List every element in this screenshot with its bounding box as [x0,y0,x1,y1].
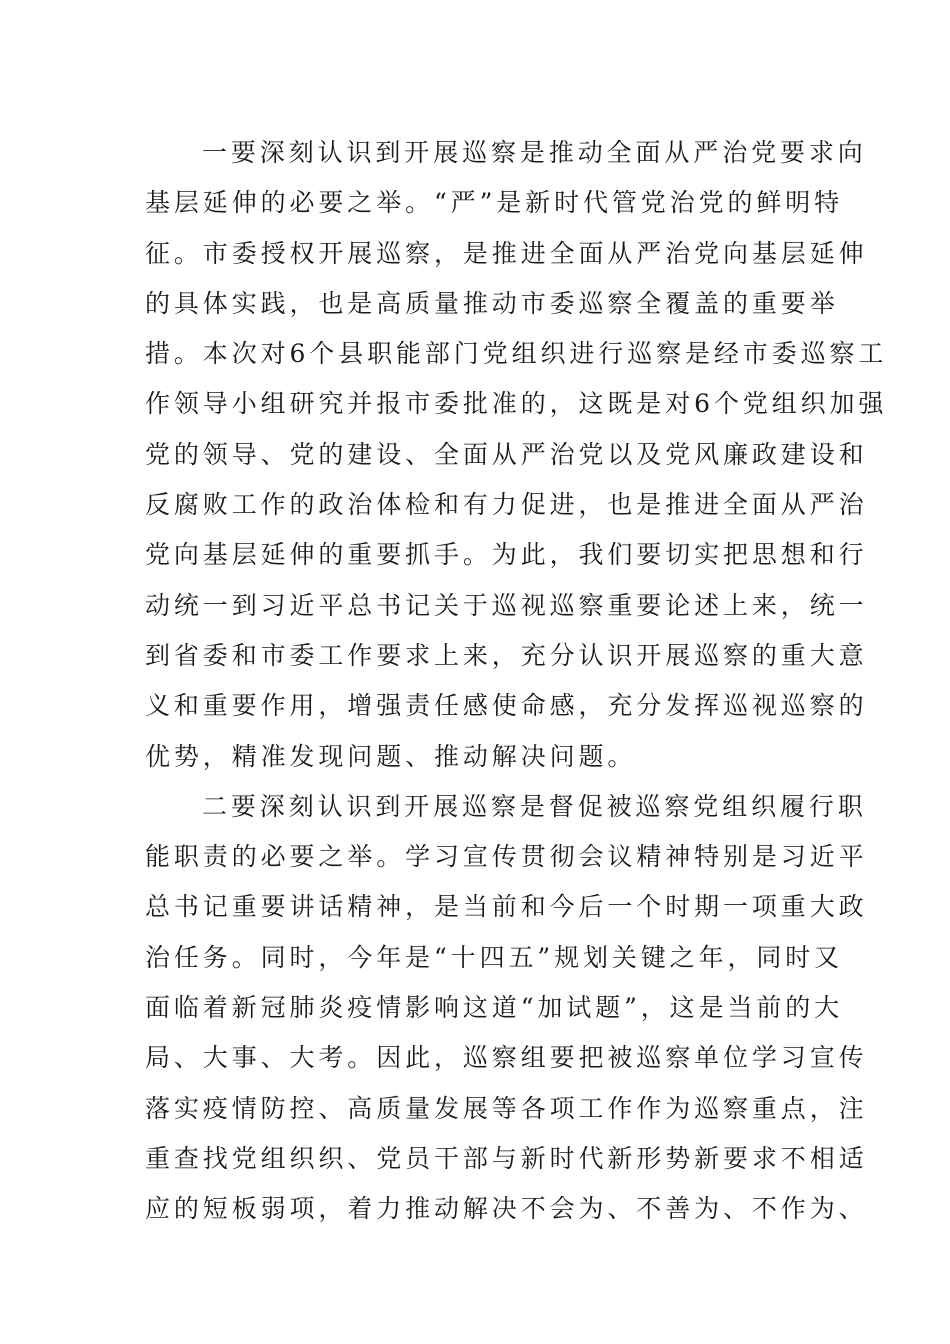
text-line: 作领导小组研究并报市委批准的，这既是对6个党组织加强 [145,389,888,419]
paragraph-2 [145,782,868,1235]
text-line: 落实疫情防控、高质量发展等各项工作作为巡察重点，注 [145,1093,868,1123]
text-line: 措。本次对6个县职能部门党组织进行巡察是经市委巡察工 [145,339,888,369]
text-line: 面临着新冠肺炎疫情影响这道“加试题”，这是当前的大 [145,993,844,1023]
text-line: 应的短板弱项，着力推动解决不会为、不善为、不作为、 [145,1194,868,1224]
text-line: 动统一到习近平总书记关于巡视巡察重要论述上来，统一 [145,590,868,620]
text-line: 的具体实践，也是高质量推动市委巡察全覆盖的重要举 [145,288,839,318]
text-line: 到省委和市委工作要求上来，充分认识开展巡察的重大意 [145,640,868,670]
text-line: 一要深刻认识到开展巡察是推动全面从严治党要求向 [202,138,867,167]
text-line: 党的领导、党的建设、全面从严治党以及党风廉政建设和 [145,439,868,469]
text-line: 局、大事、大考。因此，巡察组要把被巡察单位学习宣传 [145,1043,868,1073]
text-line: 二要深刻认识到开展巡察是督促被巡察党组织履行职 [202,791,867,821]
paragraph-1 [145,128,888,782]
text-line: 义和重要作用，增强责任感使命感，充分发挥巡视巡察的 [145,691,868,721]
text-line: 基层延伸的必要之举。“严”是新时代管党治党的鲜明特 [145,188,844,218]
document-body [145,128,888,1235]
text-line: 优势，精准发现问题、推动解决问题。 [145,741,637,771]
text-line: 能职责的必要之举。学习宣传贯彻会议精神特别是习近平 [145,842,868,872]
text-line: 党向基层延伸的重要抓手。为此，我们要切实把思想和行 [145,540,868,570]
text-line: 反腐败工作的政治体检和有力促进，也是推进全面从严治 [145,490,868,520]
text-line: 征。市委授权开展巡察，是推进全面从严治党向基层延伸 [145,238,868,268]
text-line: 重查找党组织织、党员干部与新时代新形势新要求不相适 [145,1143,868,1173]
text-line: 总书记重要讲话精神，是当前和今后一个时期一项重大政 [145,892,868,922]
text-line: 治任务。同时，今年是“十四五”规划关键之年，同时又 [145,942,844,972]
